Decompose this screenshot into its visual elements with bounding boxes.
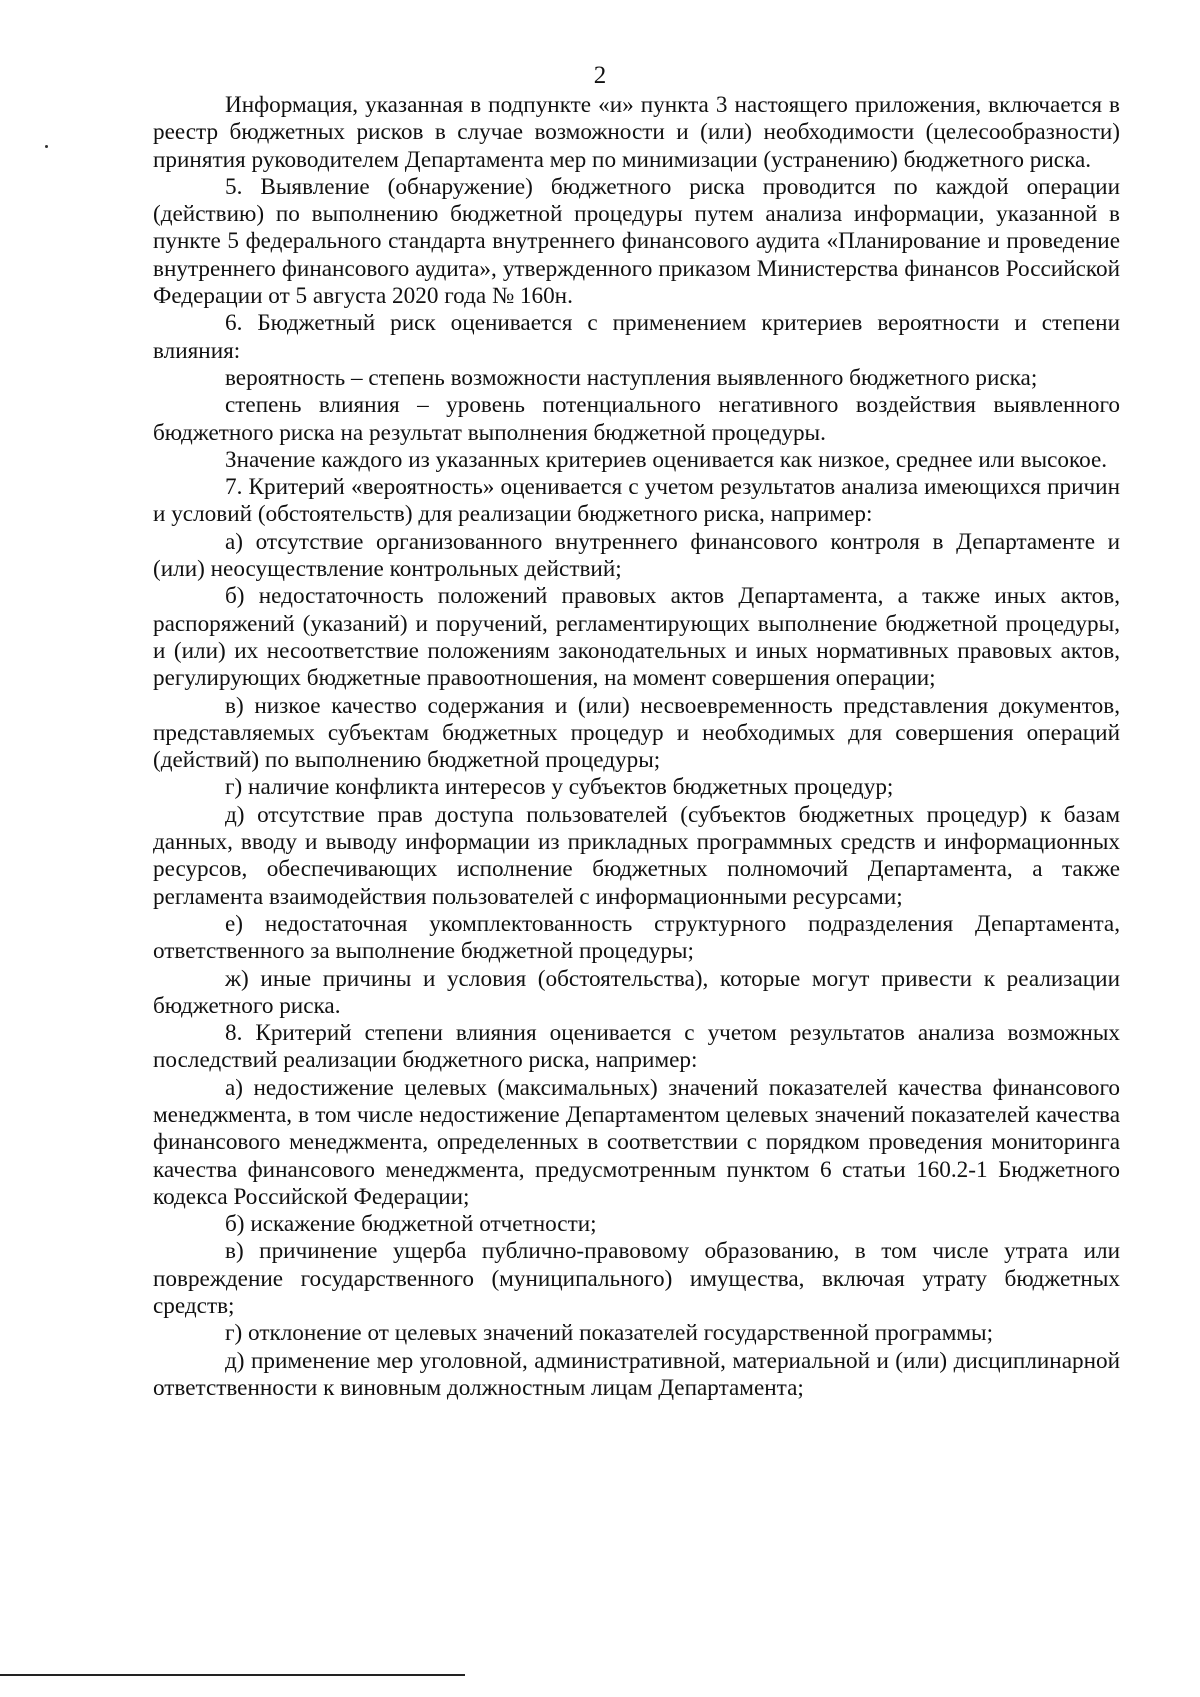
paragraph-5-risk-identification: 5. Выявление (обнаружение) бюджетного риска проводится по каждой операции (действию) по выполнению бюджетной процедуры путем анализа информации, указанной в пункте 5 федерального стандарта внутреннего финансового аудита «Планирование и проведение внутреннего финансового аудита», утвержденного приказом Министерства финансов Российской Федерации от 5 августа 2020 года № 160н.: [153, 173, 1120, 310]
paragraph-probability-definition: вероятность – степень возможности наступления выявленного бюджетного риска;: [225, 364, 1038, 391]
paragraph-6-risk-assessment: 6. Бюджетный риск оценивается с применением критериев вероятности и степени влияния:: [153, 310, 1120, 364]
paragraph-8-impact-criterion: 8. Критерий степени влияния оценивается с учетом результатов анализа возможных последствий реализации бюджетного риска, например:: [153, 1020, 1120, 1074]
list-item-8d: д) применение мер уголовной, административной, материальной и (или) дисциплинарной ответственности к виновным должностным лицам Департамента;: [153, 1347, 1120, 1401]
list-item-7d: д) отсутствие прав доступа пользователей (субъектов бюджетных процедур) к базам данных, вводу и выводу информации из прикладных программных средств и информационных ресурсов, обеспечивающих исполнение бюджетных полномочий Департамента, а также регламента взаимодействия пользователей с информационными ресурсами;: [153, 801, 1120, 910]
list-item-7e: е) недостаточная укомплектованность структурного подразделения Департамента, ответственного за выполнение бюджетной процедуры;: [153, 910, 1120, 965]
list-item-7a: а) отсутствие организованного внутреннего финансового контроля в Департаменте и (или) неосуществление контрольных действий;: [153, 528, 1120, 583]
list-item-7v: в) низкое качество содержания и (или) несвоевременность представления документов, представляемых субъектам бюджетных процедур и необходимых для совершения операций (действий) по выполнению бюджетной процедуры;: [153, 692, 1120, 774]
scan-speck: [45, 145, 48, 148]
bottom-divider-line: [0, 1674, 465, 1676]
document-body: [153, 92, 1120, 1402]
list-item-8g: г) отклонение от целевых значений показателей государственной программы;: [225, 1320, 994, 1347]
list-item-8a: а) недостижение целевых (максимальных) значений показателей качества финансового менеджмента, в том числе недостижение Департаментом целевых значений показателей качества финансового менеджмента, определенных в соответствии с порядком проведения мониторинга качества финансового менеджмента, предусмотренным пунктом 6 статьи 160.2-1 Бюджетного кодекса Российской Федерации;: [153, 1074, 1120, 1210]
list-item-8b: б) искажение бюджетной отчетности;: [225, 1211, 597, 1238]
page-number: 2: [593, 62, 607, 89]
list-item-7b: б) недостаточность положений правовых актов Департамента, а также иных актов, распоряжений (указаний) и поручений, регламентирующих выполнение бюджетной процедуры, и (или) их несоответствие положениям законодательных и иных нормативных правовых актов, регулирующих бюджетные правоотношения, на момент совершения операции;: [153, 583, 1120, 692]
paragraph-criteria-levels: Значение каждого из указанных критериев оценивается как низкое, среднее или высокое.: [225, 446, 1108, 473]
paragraph-impact-definition: степень влияния – уровень потенциального негативного воздействия выявленного бюджетного риска на результат выполнения бюджетной процедуры.: [153, 392, 1120, 446]
list-item-8v: в) причинение ущерба публично-правовому образованию, в том числе утрата или повреждение государственного (муниципального) имущества, включая утрату бюджетных средств;: [153, 1238, 1120, 1320]
paragraph-7-probability-criterion: 7. Критерий «вероятность» оценивается с учетом результатов анализа имеющихся причин и условий (обстоятельств) для реализации бюджетного риска, например:: [153, 474, 1120, 528]
paragraph-info-registry: Информация, указанная в подпункте «и» пункта 3 настоящего приложения, включается в реестр бюджетных рисков в случае возможности и (или) необходимости (целесообразности) принятия руководителем Департамента мер по минимизации (устранению) бюджетного риска.: [153, 92, 1120, 173]
list-item-7g: г) наличие конфликта интересов у субъектов бюджетных процедур;: [225, 774, 894, 801]
list-item-7zh: ж) иные причины и условия (обстоятельства), которые могут привести к реализации бюджетного риска.: [153, 965, 1120, 1019]
